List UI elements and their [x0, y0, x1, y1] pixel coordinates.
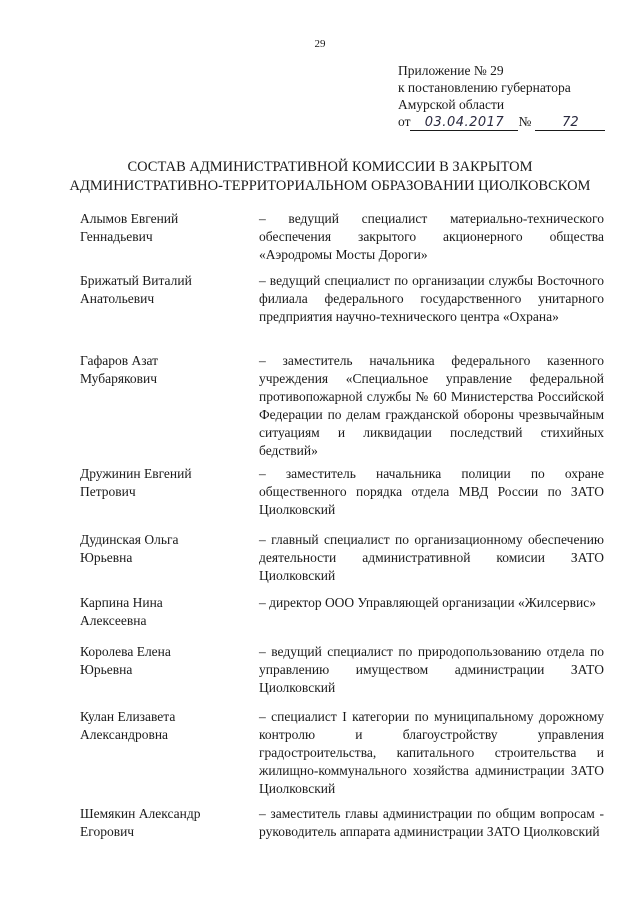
appendix-title: Приложение № 29 — [398, 63, 504, 78]
member-patronymic: Александровна — [80, 727, 169, 742]
member-position: – главный специалист по организационному обеспечению деятельности административной комисии ЗАТО Циолковский — [259, 532, 604, 583]
handwritten-number: 72 — [535, 116, 605, 131]
member-surname-first: Гафаров Азат — [80, 353, 159, 368]
member-patronymic: Геннадьевич — [80, 229, 153, 244]
appendix-from-label: от — [398, 114, 411, 129]
member-position: – заместитель начальника федерального казенного учреждения «Специальное управление федеральной противопожарной службы № 60 Министерства Российской Федерации по делам гражданской обороны чрезвычайным ситуациям и ликвидации последствий стихийных бедствий» — [259, 353, 604, 458]
member-patronymic: Юрьевна — [80, 662, 133, 677]
member-patronymic: Юрьевна — [80, 550, 133, 565]
member-position: – заместитель начальника полиции по охране общественного порядка отдела МВД России по ЗАТО Циолковский — [259, 466, 604, 517]
member-name — [80, 531, 245, 567]
member-patronymic: Алексеевна — [80, 613, 147, 628]
member-name — [80, 352, 245, 388]
member-name — [80, 643, 245, 679]
member-position: – ведущий специалист по организации службы Восточного филиала федерального государственного унитарного предприятия научно-технического центра «Охрана» — [259, 273, 604, 324]
document-title-line-1: СОСТАВ АДМИНИСТРАТИВНОЙ КОМИССИИ В ЗАКРЫТОМ — [127, 159, 533, 175]
page-number: 29 — [314, 38, 326, 50]
member-position: – ведущий специалист по природопользованию отдела по управлению имуществом администрации ЗАТО Циолковский — [259, 644, 604, 695]
handwritten-date: 03.04.2017 — [410, 116, 518, 131]
member-surname-first: Дружинин Евгений — [80, 466, 192, 481]
appendix-block — [398, 62, 605, 131]
member-patronymic: Анатольевич — [80, 291, 155, 306]
appendix-region: Амурской области — [398, 97, 505, 112]
member-position: – заместитель главы администрации по общим вопросам - руководитель аппарата администрации ЗАТО Циолковский — [259, 806, 604, 839]
member-surname-first: Брижатый Виталий — [80, 273, 192, 288]
appendix-reference: к постановлению губернатора — [398, 80, 571, 95]
member-name — [80, 465, 245, 501]
member-patronymic: Петрович — [80, 484, 136, 499]
member-surname-first: Дудинская Ольга — [80, 532, 179, 547]
document-title-line-2: АДМИНИСТРАТИВНО-ТЕРРИТОРИАЛЬНОМ ОБРАЗОВАНИИ ЦИОЛКОВСКОМ — [69, 178, 591, 194]
member-name — [80, 805, 245, 841]
member-surname-first: Шемякин Александр — [80, 806, 201, 821]
member-name — [80, 210, 245, 246]
member-surname-first: Королева Елена — [80, 644, 171, 659]
member-name — [80, 272, 245, 308]
member-surname-first: Алымов Евгений — [80, 211, 179, 226]
member-patronymic: Мубарякович — [80, 371, 158, 386]
member-surname-first: Карпина Нина — [80, 595, 163, 610]
member-position: – ведущий специалист материально-технического обеспечения закрытого акционерного общества «Аэродромы Мосты Дороги» — [259, 211, 604, 262]
member-position: – директор ООО Управляющей организации «Жилсервис» — [259, 595, 597, 610]
member-position: – специалист I категории по муниципальному дорожному контролю и благоустройству управления градостроительства, капитального строительства и жилищно-коммунального хозяйства администрации ЗАТО Циолковский — [259, 709, 604, 796]
appendix-date-line — [398, 113, 605, 131]
member-name — [80, 708, 245, 744]
member-patronymic: Егорович — [80, 824, 135, 839]
member-name — [80, 594, 245, 630]
document-title — [60, 158, 600, 196]
appendix-number-label: № — [518, 114, 532, 129]
member-surname-first: Кулан Елизавета — [80, 709, 176, 724]
